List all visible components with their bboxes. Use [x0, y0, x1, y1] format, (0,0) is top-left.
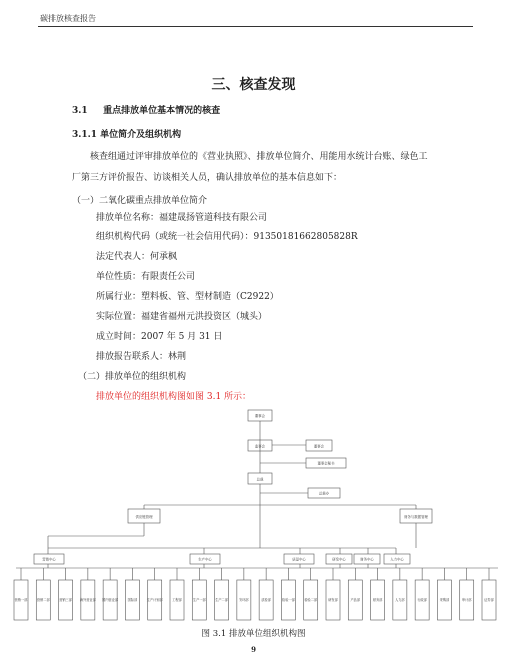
- org-leaf-label: 采购部: [439, 598, 450, 602]
- org-leaf-label: 产品部: [350, 598, 361, 602]
- info-item: 组织机构代码（或统一社会信用代码）：91350181662805828R: [96, 232, 358, 242]
- org-leaf-label: 生产二部: [215, 598, 228, 602]
- org-leaf-label: 研发部: [328, 598, 338, 602]
- org-chart: [8, 408, 500, 622]
- info-item: 单位性质：有限责任公司: [96, 272, 196, 282]
- org-label-center: 人力中心: [390, 557, 404, 562]
- org-label-l2: 监事会: [254, 444, 266, 449]
- running-header: 碳排放核查报告: [40, 14, 96, 23]
- org-label-deputy: 总裁办: [318, 491, 330, 496]
- org-chart-reference: 排放单位的组织机构图如图 3.1 所示：: [96, 392, 252, 402]
- subsection-heading: [72, 103, 220, 116]
- org-label-branch-right: 财务与数据管理: [404, 515, 428, 519]
- org-leaf-label: 检验一部: [282, 598, 295, 602]
- org-label-branch-left: 供应链管理: [135, 515, 153, 519]
- org-label-gm: 总裁: [256, 477, 264, 482]
- org-label-center: 财务中心: [360, 557, 374, 562]
- org-label-center: 质量中心: [292, 557, 306, 562]
- org-label-center: 研发中心: [332, 557, 346, 562]
- org-leaf-label: 证券部: [484, 598, 494, 602]
- info-item: 成立时间：2007 年 5 月 31 日: [96, 332, 223, 342]
- org-leaf-label: 营销三部: [59, 598, 72, 602]
- org-label-top: 董事会: [254, 414, 266, 418]
- page-number: 9: [251, 645, 256, 654]
- org-label-center: 营销中心: [42, 557, 56, 562]
- intro-paragraph: 核查组通过评审排放单位的《营业执照》、排放单位简介、用能用水统计台账、绿色工厂第三方评价报告、访谈相关人员，确认排放单位的基本信息如下：: [72, 152, 428, 183]
- info-item: 排放单位名称：福建晟扬管道科技有限公司: [96, 213, 268, 223]
- org-leaf-label: 营销一部: [14, 598, 28, 602]
- org-leaf-label: 国内营业部: [102, 598, 119, 602]
- org-leaf-label: 国际部: [127, 598, 138, 602]
- org-leaf-label: 行政部: [417, 598, 427, 602]
- org-leaf-label: 审计部: [461, 598, 472, 602]
- org-label-center: 生产中心: [198, 557, 212, 562]
- org-leaf-label: 生产计划部: [146, 598, 163, 602]
- part2-heading: （二）排放单位的组织机构: [78, 372, 187, 382]
- figure-caption: 图 3.1 排放单位组织机构图: [201, 629, 306, 639]
- section-title: 三、核查发现: [211, 77, 296, 93]
- org-leaf-label: 质检部: [261, 598, 271, 602]
- subsubsection-heading: 3.1.1 单位简介及组织机构: [72, 130, 182, 140]
- subsection-title: 重点排放单位基本情况的核查: [103, 106, 221, 116]
- org-leaf-label: 人力部: [395, 598, 405, 602]
- org-leaf-label: 海外营业部: [79, 598, 96, 602]
- org-label-r2: 董事会: [313, 444, 325, 449]
- org-label-office: 董事会秘书: [317, 461, 335, 466]
- info-item: 所属行业：塑料板、管、型材制造（C2922）: [96, 292, 279, 302]
- header-rule: [38, 26, 473, 27]
- org-leaf-label: 工程部: [172, 598, 182, 602]
- part1-heading: （一）二氧化碳重点排放单位简介: [72, 196, 208, 206]
- org-leaf-label: 生产一部: [192, 598, 206, 602]
- info-item: 排放报告联系人：林荆: [96, 352, 187, 362]
- org-leaf-label: 财务部: [372, 598, 383, 602]
- org-leaf-label: 安环部: [239, 598, 249, 602]
- org-leaf-label: 检验二部: [304, 598, 318, 602]
- org-leaf-label: 营销二部: [36, 598, 50, 602]
- subsection-number: 3.1: [72, 106, 88, 116]
- info-item: 法定代表人：何承枫: [96, 252, 178, 262]
- info-item: 实际位置：福建省福州元洪投资区（城头）: [96, 312, 268, 322]
